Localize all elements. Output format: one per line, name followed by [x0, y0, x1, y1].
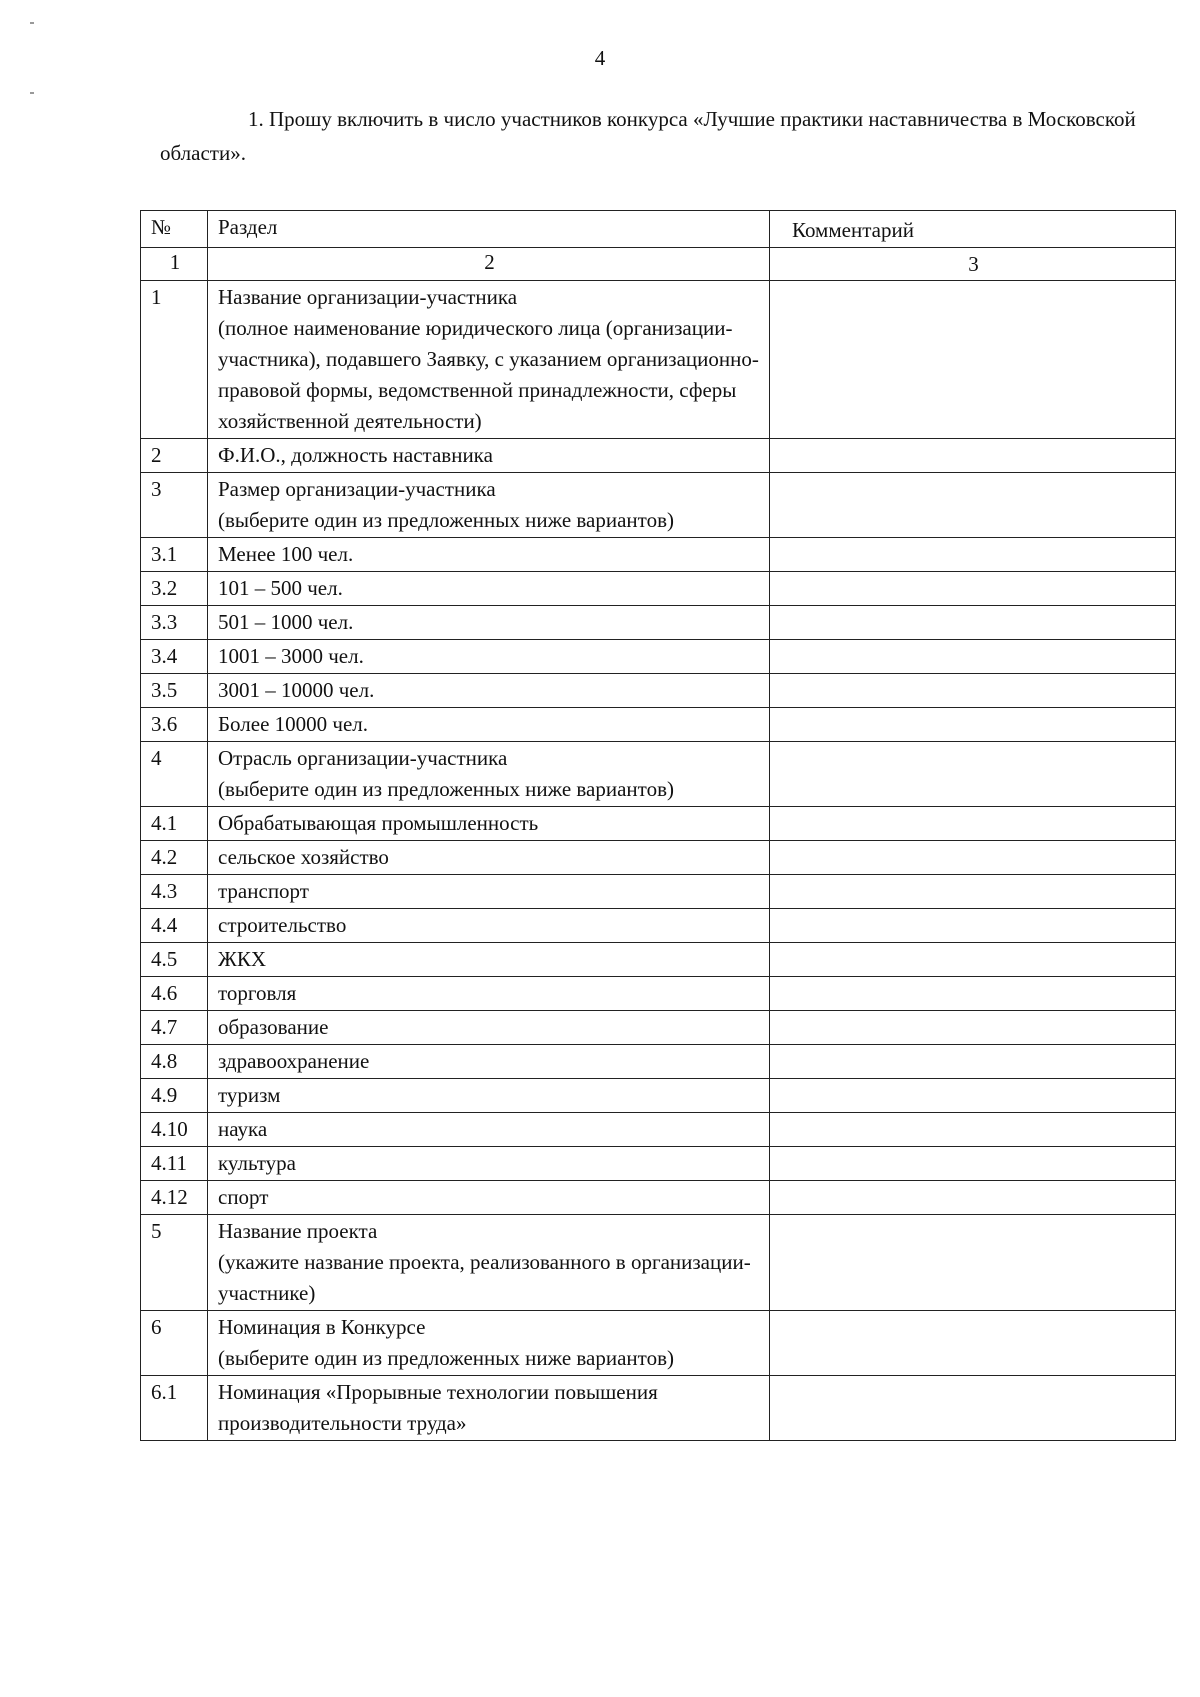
row-section — [208, 1011, 770, 1045]
row-number: 4.7 — [141, 1011, 208, 1045]
row-number: 3.2 — [141, 572, 208, 606]
row-comment-field[interactable] — [770, 1181, 1176, 1215]
row-section — [208, 943, 770, 977]
section-title: образование — [218, 1015, 329, 1039]
row-comment-field[interactable] — [770, 1147, 1176, 1181]
index-comment: 3 — [770, 248, 1176, 281]
section-title: 501 – 1000 чел. — [218, 610, 354, 634]
table-row — [141, 1147, 1176, 1181]
table-index-row — [141, 248, 1176, 281]
table-row — [141, 1376, 1176, 1441]
row-number: 4.1 — [141, 807, 208, 841]
row-comment-field[interactable] — [770, 1011, 1176, 1045]
section-title: 1001 – 3000 чел. — [218, 644, 364, 668]
scan-speck — [30, 22, 34, 24]
row-section — [208, 572, 770, 606]
section-title: туризм — [218, 1083, 281, 1107]
row-comment-field[interactable] — [770, 572, 1176, 606]
row-comment-field[interactable] — [770, 943, 1176, 977]
row-number: 2 — [141, 439, 208, 473]
section-title: Менее 100 чел. — [218, 542, 354, 566]
row-comment-field[interactable] — [770, 674, 1176, 708]
section-title: 3001 – 10000 чел. — [218, 678, 375, 702]
section-note: (выберите один из предложенных ниже вариантов) — [218, 777, 674, 801]
row-comment-field[interactable] — [770, 439, 1176, 473]
row-number: 4.10 — [141, 1113, 208, 1147]
section-title: Номинация «Прорывные технологии повышения производительности труда» — [218, 1380, 658, 1435]
row-section — [208, 1079, 770, 1113]
row-section — [208, 640, 770, 674]
row-comment-field[interactable] — [770, 875, 1176, 909]
section-title: культура — [218, 1151, 296, 1175]
row-section — [208, 1147, 770, 1181]
row-number: 3.5 — [141, 674, 208, 708]
table-row — [141, 640, 1176, 674]
section-title: Более 10000 чел. — [218, 712, 369, 736]
intro-text: 1. Прошу включить в число участников конкурса «Лучшие практики наставничества в Московской области». — [160, 107, 1136, 165]
row-number: 4.2 — [141, 841, 208, 875]
row-comment-field[interactable] — [770, 1215, 1176, 1311]
index-section: 2 — [208, 248, 770, 281]
application-table — [140, 210, 1176, 1441]
section-note: (выберите один из предложенных ниже вариантов) — [218, 508, 674, 532]
row-section — [208, 875, 770, 909]
table-row — [141, 742, 1176, 807]
row-comment-field[interactable] — [770, 1311, 1176, 1376]
row-number: 3 — [141, 473, 208, 538]
section-title: Ф.И.О., должность наставника — [218, 443, 493, 467]
row-number: 6 — [141, 1311, 208, 1376]
row-comment-field[interactable] — [770, 606, 1176, 640]
row-section — [208, 841, 770, 875]
row-section — [208, 473, 770, 538]
row-section — [208, 1311, 770, 1376]
row-number: 4.9 — [141, 1079, 208, 1113]
table-row — [141, 841, 1176, 875]
row-section — [208, 1376, 770, 1441]
section-title: Отрасль организации-участника — [218, 746, 508, 770]
intro-paragraph — [160, 102, 1150, 170]
row-section — [208, 977, 770, 1011]
table-row — [141, 606, 1176, 640]
section-title: Размер организации-участника — [218, 477, 496, 501]
table-row — [141, 875, 1176, 909]
row-number: 3.1 — [141, 538, 208, 572]
table-row — [141, 674, 1176, 708]
row-section — [208, 909, 770, 943]
index-number: 1 — [141, 248, 208, 281]
row-section — [208, 1113, 770, 1147]
table-row — [141, 572, 1176, 606]
section-title: Обрабатывающая промышленность — [218, 811, 539, 835]
table-row — [141, 1215, 1176, 1311]
table-row — [141, 473, 1176, 538]
section-title: спорт — [218, 1185, 269, 1209]
table-row — [141, 1011, 1176, 1045]
row-comment-field[interactable] — [770, 281, 1176, 439]
row-comment-field[interactable] — [770, 1113, 1176, 1147]
section-note: (выберите один из предложенных ниже вариантов) — [218, 1346, 674, 1370]
row-number: 5 — [141, 1215, 208, 1311]
row-section — [208, 1215, 770, 1311]
row-comment-field[interactable] — [770, 473, 1176, 538]
table-row — [141, 281, 1176, 439]
row-section — [208, 742, 770, 807]
section-title: строительство — [218, 913, 347, 937]
section-title: Номинация в Конкурсе — [218, 1315, 426, 1339]
table-row — [141, 807, 1176, 841]
table-row — [141, 439, 1176, 473]
row-comment-field[interactable] — [770, 538, 1176, 572]
table-row — [141, 1311, 1176, 1376]
scan-speck — [30, 92, 34, 94]
row-section — [208, 439, 770, 473]
row-comment-field[interactable] — [770, 909, 1176, 943]
row-number: 4.11 — [141, 1147, 208, 1181]
section-title: наука — [218, 1117, 268, 1141]
row-section — [208, 708, 770, 742]
page-number: 4 — [594, 46, 606, 70]
row-number: 4.4 — [141, 909, 208, 943]
row-number: 4.6 — [141, 977, 208, 1011]
section-title: Название проекта — [218, 1219, 378, 1243]
section-title: ЖКХ — [218, 947, 266, 971]
row-number: 3.6 — [141, 708, 208, 742]
table-header-row — [141, 211, 1176, 248]
section-title: Название организации-участника — [218, 285, 518, 309]
header-comment: Комментарий — [770, 211, 1176, 248]
row-number: 4 — [141, 742, 208, 807]
row-number: 3.4 — [141, 640, 208, 674]
row-section — [208, 1045, 770, 1079]
row-comment-field[interactable] — [770, 1376, 1176, 1441]
row-section — [208, 606, 770, 640]
table-row — [141, 708, 1176, 742]
header-number: № — [141, 211, 208, 248]
row-comment-field[interactable] — [770, 708, 1176, 742]
header-section: Раздел — [208, 211, 770, 248]
table-row — [141, 1045, 1176, 1079]
row-comment-field[interactable] — [770, 807, 1176, 841]
table-row — [141, 943, 1176, 977]
section-note: (полное наименование юридического лица (организации-участника), подавшего Заявку, с указанием организационно-правовой формы, ведомственной принадлежности, сферы хозяйственной деятельности) — [218, 316, 759, 433]
row-number: 3.3 — [141, 606, 208, 640]
section-title: 101 – 500 чел. — [218, 576, 343, 600]
row-number: 6.1 — [141, 1376, 208, 1441]
section-title: здравоохранение — [218, 1049, 370, 1073]
row-comment-field[interactable] — [770, 640, 1176, 674]
section-title: транспорт — [218, 879, 309, 903]
table-row — [141, 538, 1176, 572]
table-row — [141, 909, 1176, 943]
row-number: 4.5 — [141, 943, 208, 977]
table-row — [141, 1113, 1176, 1147]
section-note: (укажите название проекта, реализованного в организации-участнике) — [218, 1250, 751, 1305]
row-section — [208, 674, 770, 708]
section-title: торговля — [218, 981, 297, 1005]
row-section — [208, 1181, 770, 1215]
row-comment-field[interactable] — [770, 742, 1176, 807]
row-section — [208, 538, 770, 572]
row-number: 4.12 — [141, 1181, 208, 1215]
section-title: сельское хозяйство — [218, 845, 389, 869]
row-section — [208, 281, 770, 439]
row-comment-field[interactable] — [770, 841, 1176, 875]
row-comment-field[interactable] — [770, 1045, 1176, 1079]
row-number: 4.3 — [141, 875, 208, 909]
row-comment-field[interactable] — [770, 1079, 1176, 1113]
table-row — [141, 1079, 1176, 1113]
row-comment-field[interactable] — [770, 977, 1176, 1011]
row-section — [208, 807, 770, 841]
row-number: 1 — [141, 281, 208, 439]
table-row — [141, 977, 1176, 1011]
row-number: 4.8 — [141, 1045, 208, 1079]
table-row — [141, 1181, 1176, 1215]
